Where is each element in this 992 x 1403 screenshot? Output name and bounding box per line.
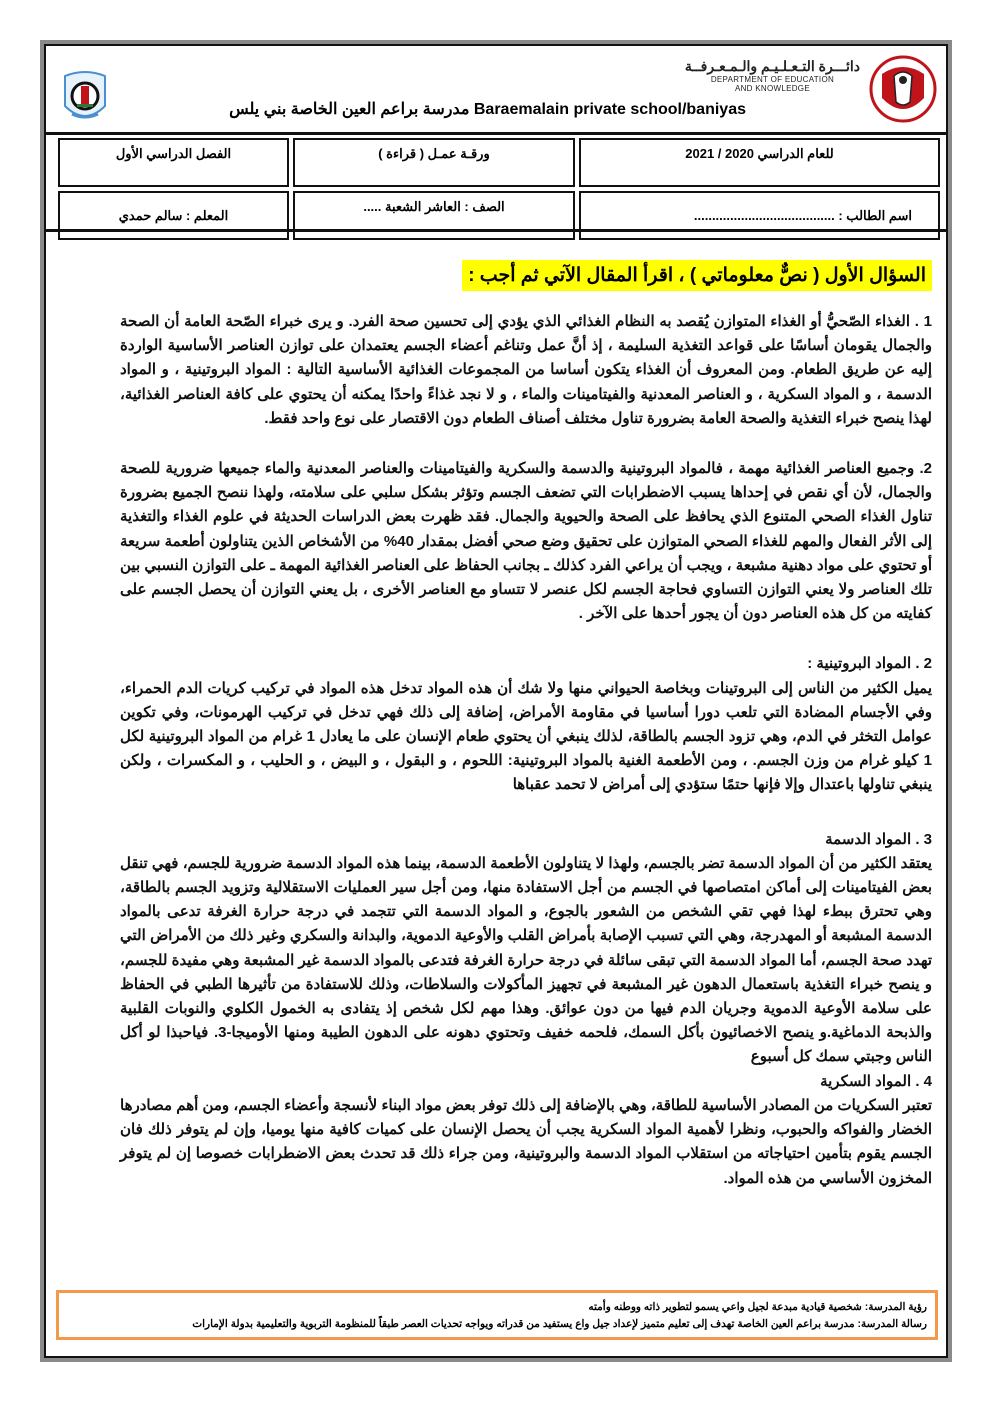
info-table	[54, 134, 944, 244]
school-name: Baraemalain private school/baniyas مدرسة براعم العين الخاصة بني يلس	[229, 101, 746, 118]
paragraph-proteins: يميل الكثير من الناس إلى البروتينات وبخاصة الحيواني منها ولا شك أن هذه المواد تدخل هذه المواد في تركيب كريات الدم الحمراء، وفي الأجسام المضادة التي تلعب دورا أساسيا في مقاومة الأمراض، إضافة إلى ذلك فهي تدخل في تركيب الهرمونات، وفي تكوين عوامل التخثر في الدم، وهي تزود الجسم بالطاقة، لذلك ينبغي أن يحتوي طعام الإنسان على ما يعادل 1 غرام من المواد البروتينية لكل 1 كيلو غرام من وزن الجسم. ، ومن الأطعمة الغنية بالمواد البروتينية: اللحوم ، و البقول ، و البيض ، و الحليب ، و المكسرات ، ولكن ينبغي تناولها باعتدال وإلا فإنها حتمًا ستؤدي إلى أمراض لا تحمد عقباها	[120, 679, 932, 794]
divider	[46, 229, 946, 232]
paragraph-2: 2. وجميع العناصر الغذائية مهمة ، فالمواد البروتينية والدسمة والسكرية والفيتامينات والعناصر المعدنية والماء جميعها ضرورية للصحة والجمال، لأن أي نقص في إحداها يسبب الاضطرابات التي تضعف الجسم وتؤثر بشكل سلبي على سلامته، ولهذا ننصح الجميع بضرورة تناول الغذاء الصحي المتنوع الذي يحافظ على الصحة والحيوية والجمال. فقد ظهرت بعض الدراسات الحديثة في علوم الغذاء والتغذية إلى الأثر الفعال والمهم للغذاء الصحي المتوازن على تحقيق وضع صحي أفضل بمقدار 40% من الأشخاص الذين يتناولون أطعمة سريعة أو تحتوي على مواد دهنية مشبعة ، ويجب أن يراعي الفرد كذلك ـ بجانب الحفاظ على العناصر الغذائية المهمة ـ على التوازن النسبي بين تلك العناصر ولا يعني التوازن التساوي فحاجة الجسم لكل عنصر لا تتساو مع العناصر الأخرى ، بل يعني التوازن أن يحصل الجسم على كفايته من كل هذه العناصر دون أن يجور أحدها على الآخر .	[120, 460, 932, 623]
academic-year: للعام الدراسي 2020 / 2021	[579, 138, 940, 187]
section-heading-sugars: 4 . المواد السكرية	[820, 1072, 932, 1090]
semester: الفصل الدراسي الأول	[58, 138, 289, 187]
grade-field: الصف : العاشر الشعبة .....	[293, 191, 575, 240]
worksheet-type: ورقـة عمـل ( قراءة )	[293, 138, 575, 187]
school-mission: رسالة المدرسة: مدرسة براعم العين الخاصة تهدف إلى تعليم متميز لإعداد جيل واع يستفيد من قدراته ويواجه تحديات العصر طبقاً للمنظومة التربوية والتعليمية بدولة الإمارات	[192, 1318, 927, 1330]
school-vision-mission	[56, 1290, 938, 1340]
department-name: دائـــرة التـعـلـيـم والـمـعـرفــة DEPARTMENT OF EDUCATION AND KNOWLEDGE	[684, 58, 860, 93]
department-emblem-icon	[868, 54, 938, 124]
paragraph-1: 1 . الغذاء الصّحيُّ أو الغذاء المتوازن يُقصد به النظام الغذائي الذي يؤدي إلى تحسين صحة الفرد. و يرى خبراء الصّحة العامة أن الصحة والجمال يقومان أساسًا على قواعد التغذية السليمة ، إذ أنَّ عمل وتناغم أعضاء الجسم يعتمدان على توازن العناصر الأساسية الواردة إليه عن طريق الطعام. ومن المعروف أن الغذاء يتكون أساسا من المجموعات الغذائية الأساسية التالية : المواد البروتينية ، و المواد الدسمة ، و المواد السكرية ، و العناصر المعدنية والفيتامينات والماء ، و لا نجد غذاءً واحدًا يمكنه أن يحتوي على كافة العناصر الغذائية، لهذا ينصح خبراء التغذية والصحة العامة بضرورة تناول مختلف أصناف الطعام دون الاقتصار على نوع واحد فقط.	[120, 313, 932, 427]
header	[46, 46, 946, 135]
paragraph-sugars: تعتبر السكريات من المصادر الأساسية للطاقة، وهي بالإضافة إلى ذلك توفر بعض مواد البناء لأنسجة وأعضاء الجسم، ومن أهم مصادرها الخضار والفواكه والحبوب، ونظرا لأهمية المواد السكرية يجب أن يحصل الإنسان على كميات كافية منها يوميا، وإن لم يتوفر ذلك فان الجسم يقوم بتأمين احتياجاته من استقلاب المواد الدسمة والبروتينية، ومن جراء ذلك قد تحدث بعض الاضطرابات خصوصا إن لم يتوفر المخزون الأساسي من هذه المواد.	[120, 1096, 932, 1187]
school-logo-icon	[60, 68, 110, 128]
question-title: السؤال الأول ( نصٌّ معلوماتي ) ، اقرأ المقال الآتي ثم أجب :	[462, 260, 932, 291]
section-heading-proteins: 2 . المواد البروتينية :	[807, 655, 932, 673]
worksheet-page	[44, 44, 948, 1358]
section-heading-fats: 3 . المواد الدسمة	[825, 830, 932, 848]
school-vision: رؤية المدرسة: شخصية قيادية مبدعة لجيل واعي يسمو لتطوير ذاته ووطنه وأمته	[588, 1301, 927, 1313]
teacher-name: المعلم : سالم حمدي	[58, 191, 289, 240]
article-body	[120, 310, 932, 1191]
student-name-field[interactable]: اسم الطالب : .......................................	[579, 191, 940, 240]
paragraph-fats: يعتقد الكثير من أن المواد الدسمة تضر بالجسم، ولهذا لا يتناولون الأطعمة الدسمة، بينما هذه المواد الدسمة ضرورية للجسم، فهي تنقل بعض الفيتامينات إلى أماكن امتصاصها في الجسم من أجل الاستفادة منها، ومن أجل سير العمليات الاستقلالية وتزويد الجسم بالطاقة، وهي تحترق ببطء لهذا فهي تقي الشخص من الشعور بالجوع، و المواد الدسمة التي تتجمد في درجة حرارة الغرفة تدعى بالمواد الدسمة المشبعة أو المهدرجة، وهي التي تسبب الإصابة بأمراض القلب والأوعية الدموية، والبدانة والسكري وغير ذلك من الأمراض التي تهدد صحة الجسم، أما المواد الدسمة التي تبقى سائلة في درجة حرارة الغرفة فتدعى بالمواد الدسمة غير المشبعة وهي مفيدة للجسم، و ينصح خبراء التغذية باستعمال الدهون غير المشبعة في تجهيز المأكولات والسلاطات، وذلك للاستفادة من تأثيرها الطبي في الحفاظ على سلامة الأوعية الدموية وجريان الدم فيها من دون عوائق. وهذا مهم لكل شخص إذ يتفادى به الخمول الكلوي والنوبات القلبية والذبحة الدماغية.و ينصح الاخصائيون بأكل السمك، فلحمه خفيف وتحتوي دهونه على الدهون الطيبة ومنها الأوميجا-3. فياحبذا لو أكل الناس وجبتي سمك كل أسبوع	[120, 854, 932, 1066]
